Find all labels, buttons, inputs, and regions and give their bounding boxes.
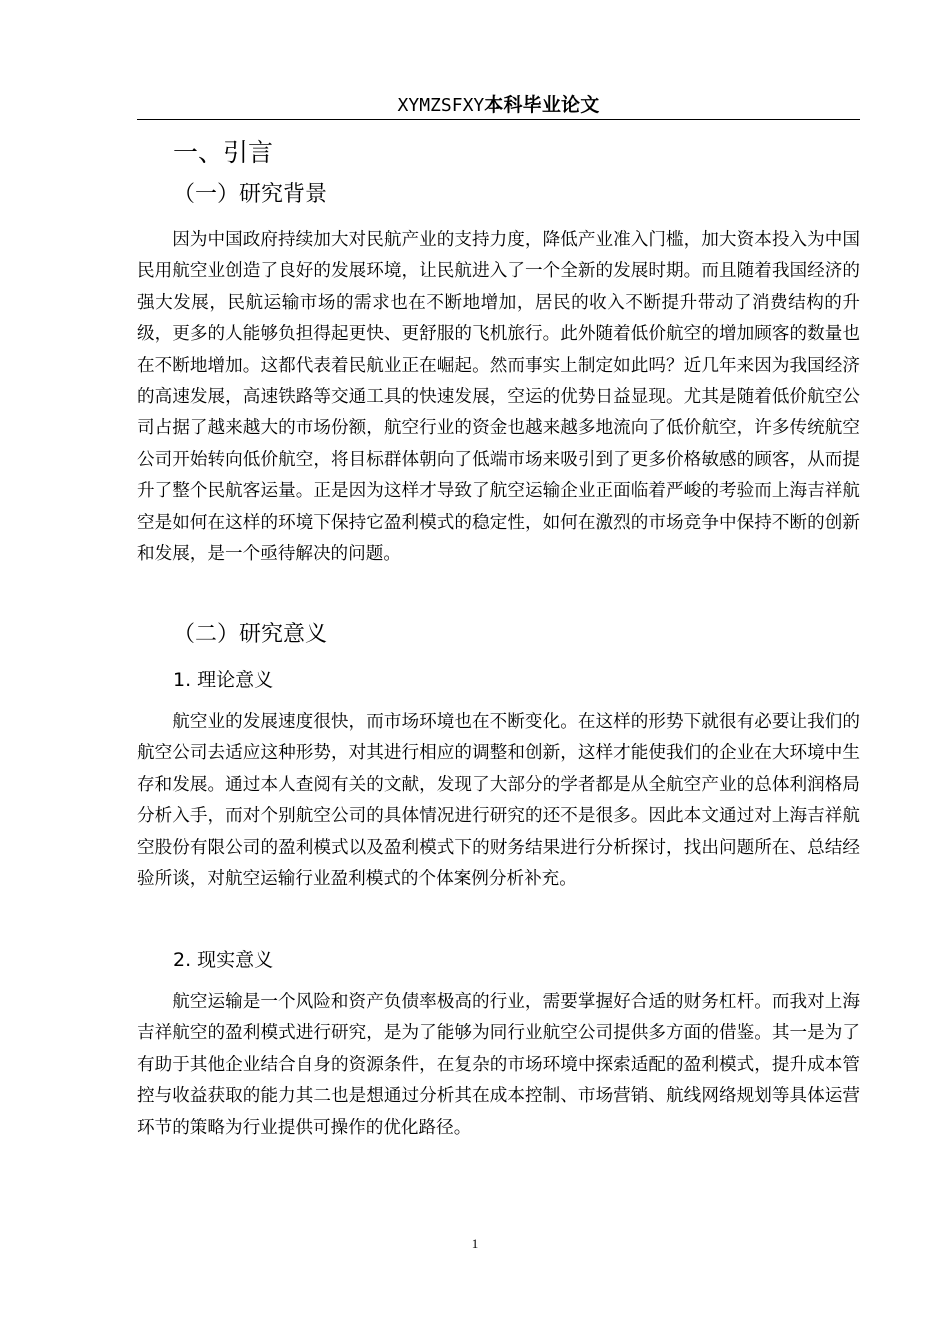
theory-paragraph: 航空业的发展速度很快，而市场环境也在不断变化。在这样的形势下就很有必要让我们的航空公司去适应这种形势，对其进行相应的调整和创新，这样才能使我们的企业在大环境中生存和发展。通过本人查阅有关的文献，发现了大部分的学者都是从全航空产业的总体利润格局分析入手，而对个别航空公司的具体情况进行研究的还不是很多。因此本文通过对上海吉祥航空股份有限公司的盈利模式以及盈利模式下的财务结果进行分析探讨，找出问题所在、总结经验所谈，对航空运输行业盈利模式的个体案例分析补充。 bbox=[137, 712, 860, 890]
header-code: XYMZSFXY bbox=[397, 95, 485, 116]
background-heading: （一）研究背景 bbox=[173, 182, 328, 207]
header-text bbox=[398, 94, 600, 116]
header-title: 本科毕业论文 bbox=[484, 94, 600, 116]
header-divider bbox=[137, 119, 860, 120]
page-number: 1 bbox=[471, 1236, 479, 1251]
practical-paragraph: 航空运输是一个风险和资产负债率极高的行业，需要掌握好合适的财务杠杆。而我对上海吉祥航空的盈利模式进行研究，是为了能够为同行业航空公司提供多方面的借鉴。其一是为了有助于其他企业结合自身的资源条件，在复杂的市场环境中探索适配的盈利模式，提升成本管控与收益获取的能力其二也是想通过分析其在成本控制、市场营销、航线网络规划等具体运营环节的策略为行业提供可操作的优化路径。 bbox=[137, 992, 860, 1138]
significance-heading: （二）研究意义 bbox=[173, 622, 328, 647]
practical-heading: 2. 现实意义 bbox=[173, 949, 274, 971]
background-paragraph: 因为中国政府持续加大对民航产业的支持力度，降低产业准入门槛，加大资本投入为中国民用航空业创造了良好的发展环境，让民航进入了一个全新的发展时期。而且随着我国经济的强大发展，民航运输市场的需求也在不断地增加，居民的收入不断提升带动了消费结构的升级，更多的人能够负担得起更快、更舒服的飞机旅行。此外随着低价航空的增加顾客的数量也在不断地增加。这都代表着民航业正在崛起。然而事实上制定如此吗？近几年来因为我国经济的高速发展，高速铁路等交通工具的快速发展，空运的优势日益显现。尤其是随着低价航空公司占据了越来越大的市场份额，航空行业的资金也越来越多地流向了低价航空，许多传统航空公司开始转向低价航空，将目标群体朝向了低端市场来吸引到了更多价格敏感的顾客，从而提升了整个民航客运量。正是因为这样才导致了航空运输企业正面临着严峻的考验而上海吉祥航空是如何在这样的环境下保持它盈利模式的稳定性，如何在激烈的市场竞争中保持不断的创新和发展，是一个亟待解决的问题。 bbox=[137, 230, 860, 565]
chapter-heading: 一、引言 bbox=[173, 138, 274, 167]
theory-heading: 1. 理论意义 bbox=[173, 669, 274, 691]
running-header bbox=[137, 92, 860, 120]
